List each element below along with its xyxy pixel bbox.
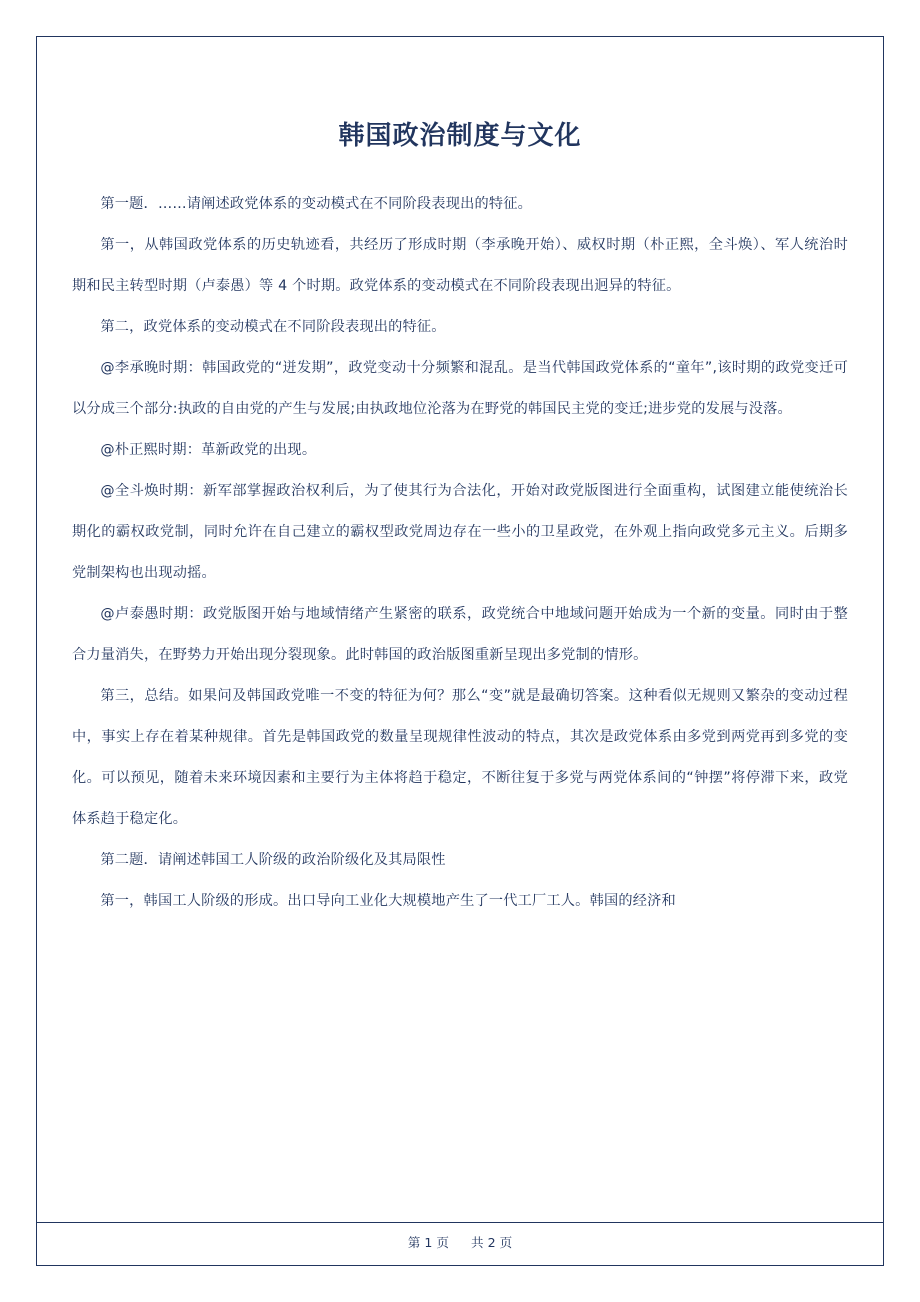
paragraph: 第三，总结。如果问及韩国政党唯一不变的特征为何？那么“变”就是最确切答案。这种看似无规则又繁杂的变动过程中，事实上存在着某种规律。首先是韩国政党的数量呈现规律性波动的特点，其次是政党体系由多党到两党再到多党的变化。可以预见，随着未来环境因素和主要行为主体将趋于稳定，不断往复于多党与两党体系间的“钟摆”将停滞下来，政党体系趋于稳定化。: [72, 688, 848, 828]
paragraph: 第一，韩国工人阶级的形成。出口导向工业化大规模地产生了一代工厂工人。韩国的经济和: [100, 893, 676, 910]
page-title: 韩国政治制度与文化: [338, 121, 582, 151]
paragraph-list: [72, 184, 848, 922]
paragraph: 第二题．请阐述韩国工人阶级的政治阶级化及其局限性: [100, 852, 446, 869]
footer-divider: [36, 1222, 884, 1223]
page-footer: [36, 1222, 884, 1266]
paragraph: @朴正熙时期：革新政党的出现。: [100, 442, 317, 459]
paragraph: 第二，政党体系的变动模式在不同阶段表现出的特征。: [100, 319, 446, 336]
footer-current-page: 第 1 页: [407, 1235, 449, 1250]
paragraph: @全斗焕时期：新军部掌握政治权利后，为了使其行为合法化，开始对政党版图进行全面重构，试图建立能使统治长期化的霸权政党制，同时允许在自己建立的霸权型政党周边存在一些小的卫星政党，在外观上指向政党多元主义。后期多党制架构也出现动摇。: [72, 483, 848, 582]
paragraph: 第一题．……请阐述政党体系的变动模式在不同阶段表现出的特征。: [100, 196, 533, 213]
document-body: [72, 72, 848, 922]
footer-total-pages: 共 2 页: [471, 1235, 513, 1250]
paragraph: @卢泰愚时期：政党版图开始与地域情绪产生紧密的联系，政党统合中地域问题开始成为一个新的变量。同时由于整合力量消失，在野势力开始出现分裂现象。此时韩国的政治版图重新呈现出多党制的情形。: [72, 606, 848, 664]
paragraph: 第一，从韩国政党体系的历史轨迹看，共经历了形成时期（李承晚开始）、威权时期（朴正熙，全斗焕）、军人统治时期和民主转型时期（卢泰愚）等 4 个时期。政党体系的变动模式在不同阶段表现出迥异的特征。: [72, 237, 848, 295]
footer-page-numbers: [36, 1232, 884, 1251]
paragraph: @李承晚时期：韩国政党的“迸发期”，政党变动十分频繁和混乱。是当代韩国政党体系的“童年”,该时期的政党变迁可以分成三个部分:执政的自由党的产生与发展;由执政地位沦落为在野党的韩国民主党的变迁;进步党的发展与没落。: [72, 360, 848, 418]
